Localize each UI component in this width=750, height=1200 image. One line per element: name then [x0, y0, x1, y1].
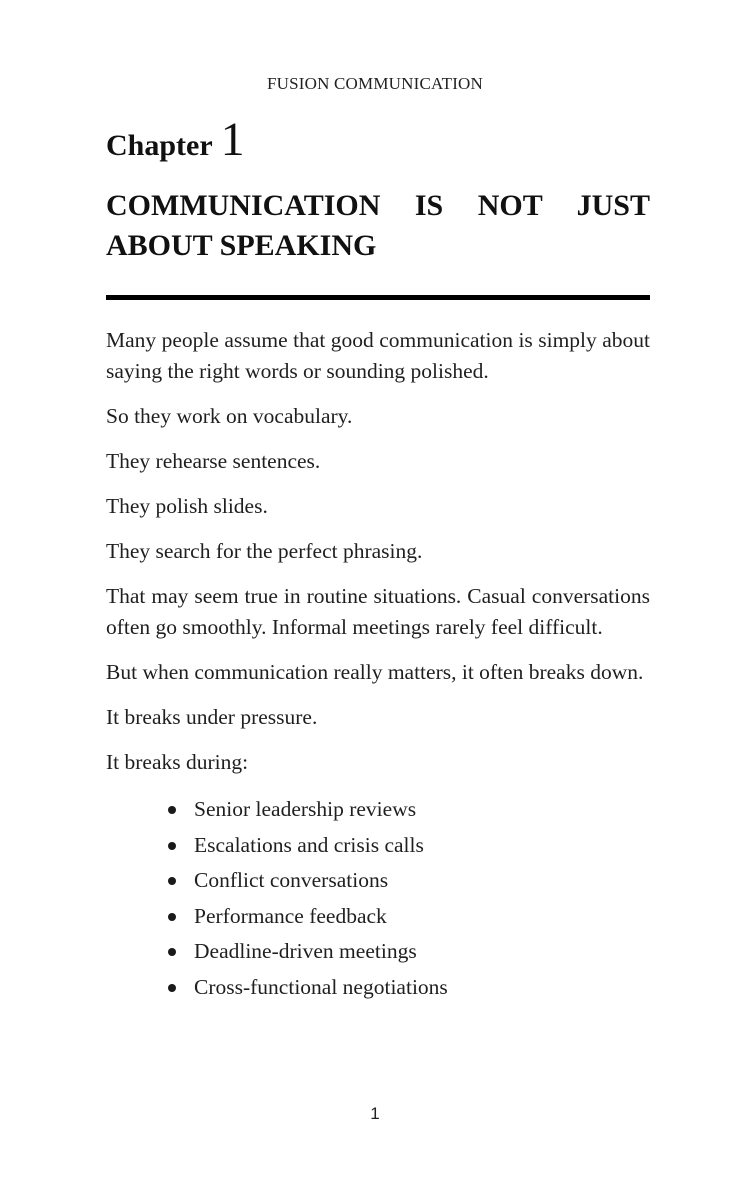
list-item-text: Deadline-driven meetings	[194, 939, 417, 963]
body-text	[106, 325, 650, 1005]
bullet-icon	[168, 984, 176, 992]
bullet-icon	[168, 948, 176, 956]
paragraph: That may seem true in routine situations. Casual conversations often go smoothly. Informal meetings rarely feel difficult.	[106, 584, 650, 639]
paragraph: They rehearse sentences.	[106, 449, 321, 473]
chapter-number: 1	[220, 113, 245, 166]
list-item-text: Senior leadership reviews	[194, 797, 417, 821]
chapter-heading	[106, 112, 650, 167]
list-item	[106, 899, 650, 935]
title-divider	[106, 295, 650, 300]
paragraph: They search for the perfect phrasing.	[106, 539, 423, 563]
list-item	[106, 863, 650, 899]
bullet-icon	[168, 842, 176, 850]
paragraph: So they work on vocabulary.	[106, 404, 353, 428]
list-item-text: Conflict conversations	[194, 868, 389, 892]
list-item-text: Cross-functional negotiations	[194, 974, 448, 999]
paragraph: They polish slides.	[106, 494, 268, 518]
paragraph: It breaks under pressure.	[106, 705, 318, 729]
list-item	[106, 934, 650, 970]
list-item-text: Escalations and crisis calls	[194, 832, 424, 857]
chapter-title: COMMUNICATION IS NOT JUST ABOUT SPEAKING	[106, 189, 650, 262]
bullet-icon	[168, 877, 176, 885]
bullet-icon	[168, 806, 176, 814]
list-item	[106, 828, 650, 864]
paragraph: It breaks during:	[106, 750, 249, 774]
list-item	[106, 792, 650, 828]
chapter-label: Chapter	[106, 129, 213, 162]
list-item-text: Performance feedback	[194, 903, 387, 928]
page-number: 1	[370, 1104, 380, 1123]
running-header: FUSION COMMUNICATION	[266, 74, 484, 93]
bullet-icon	[168, 913, 176, 921]
paragraph: But when communication really matters, it often breaks down.	[106, 660, 644, 684]
list-item	[106, 970, 650, 1006]
paragraph: Many people assume that good communication is simply about saying the right words or sounding polished.	[106, 328, 650, 383]
bullet-list	[106, 792, 650, 1005]
